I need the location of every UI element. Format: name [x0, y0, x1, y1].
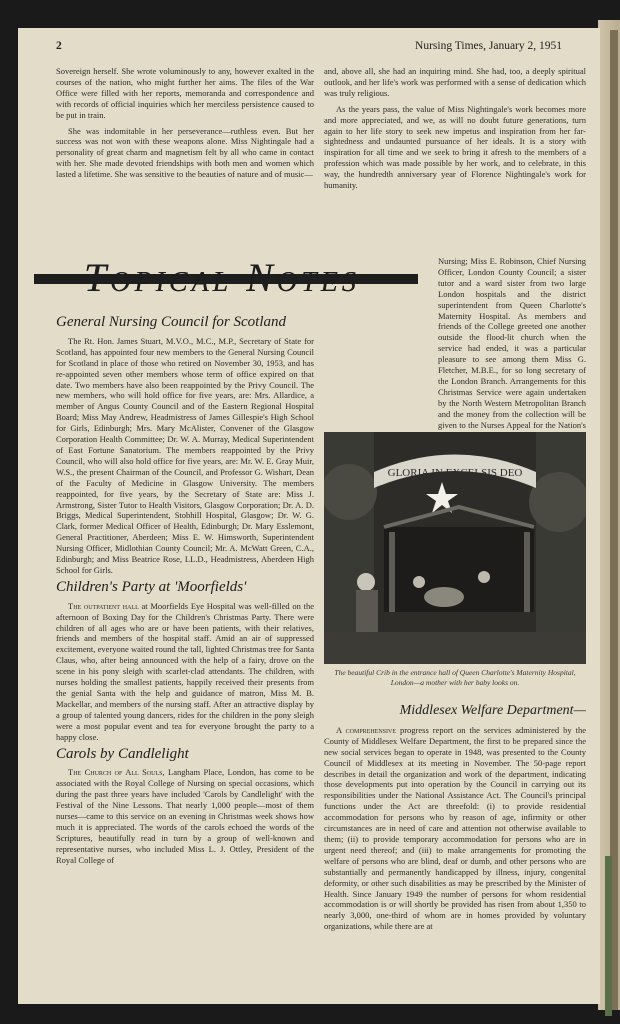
intro-right-para-2: As the years pass, the value of Miss Nightingale's work becomes more and more appreciated, and we, as will no doubt future generations, turn again to her life story to seek new impetus and inspiration from her far-sightedness and undaunted pursuance of her ideals. It is a story with inspiration for all time and we seek to bring it afresh to the members of a profession which was made possible by her work, and to celebrate, in this way, the hundredth anniversary year of Florence Nightingale's work for humanity.: [324, 103, 586, 191]
middlesex-lead: A comprehensive: [336, 724, 396, 735]
intro-right-para-1: and, above all, she had an inquiring mind. She had, too, a deeply spiritual outlook, and her life's work was performed with a sense of dedication which was truly religious.: [324, 66, 586, 98]
banner-title: Topical Notes: [84, 255, 360, 300]
topical-notes-banner: [34, 256, 434, 300]
gnc-heading: General Nursing Council for Scotland: [56, 314, 286, 330]
party-lead: The outpatient hall: [68, 600, 139, 611]
party-text: [56, 601, 314, 743]
middlesex-body: progress report on the services administered by the County of Middlesex Welfare Department, the first to be prepared since the new social services began to operate in 1948, was presented to the County Council of Middlesex at its meeting in November. The 50-page report describes in detail the organization and work of the department, indicating those developments put into operation by the Council in carrying out its responsibilities under the National Assistance Act. The Council's principal functions under the Act are threefold: (i) to provide residential accommodation for persons who by reason of age, infirmity or other circumstances are in need of care and attention not otherwise available to them; (ii) to provide temporary accommodation for persons who are in urgent need thereof; and (iii) to make arrangements for promoting the welfare of persons who are blind, deaf or dumb, and other persons who are substantially and permanently handicapped by illness, injury, congenital deformity, or other such disabilities as may be prescribed by the Minister of Health. Since January 1949 the number of persons for whom residential accommodation is or will shortly be provided has risen from about 1,350 to nearly 3,000, one-third of whom are in homes provided by voluntary organizations, while there are at: [324, 724, 586, 932]
carols-continued: Nursing; Miss E. Robinson, Chief Nursing Officer, London County Council; a sister tutor and a ward sister from two large London hospitals and the district superintendent from Queen Charlotte's Maternity Hospital. As members and friends of the College greeted one another outside the flood-lit church when the service had ended, it was a particular pleasure to see among them Miss G. Fletcher, M.B.E., for so long secretary of the London Branch. Arrangements for this Christmas Service were again undertaken by the North Western Metropolitan Branch and the money from the collection will be given to the Nurses Appeal for the Nation's: [438, 256, 586, 430]
running-header: [56, 40, 562, 58]
middlesex-text: [324, 725, 586, 932]
photo-caption: The beautiful Crib in the entrance hall of Queen Charlotte's Maternity Hospital, London—a mother with her baby looks on.: [334, 668, 576, 687]
left-main-column: [56, 311, 314, 871]
intro-right-column: [324, 66, 586, 196]
carols-body: , Langham Place, London, has come to be associated with the Royal College of Nursing on special occasions, which during the past three years have included 'Carols by Candlelight' with the Festival of the Nine Lessons. That nearly 1,000 people—most of them nurses—came to this service on an evening in Christmas week shows how much it is appreciated. The words of the carols echoed the words of the Scriptures, beautifully read in turn by a group of well-known and representative nurses, who included Miss L. J. Ottley, President of the Royal College of: [56, 767, 314, 865]
carols-heading: Carols by Candlelight: [56, 745, 189, 762]
gnc-text: The Rt. Hon. James Stuart, M.V.O., M.C., M.P., Secretary of State for Scotland, has appointed four new members to the General Nursing Council for Scotland in place of those who retired on November 30, 1953, and has re-appointed seven other members whose term of office expired on that date. Two members have also been reappointed by the Privy Council. The new members, who will hold office for five years, are: Mrs. Allardice, a member of Angus County Council and of the Eastern Regional Hospital Board; Miss May Andrew, Headmistress of James Gillespie's High School for Girls, Edinburgh; Mrs. Mary McAlister, Convener of the Glasgow Corporation Health Committee; Dr. W. A. Murray, Medical Superintendent of East Fortune Sanatorium. The members reappointed by the Privy Council, who will also hold office for five years, are: Mr. W. E. Gray Muir, W.S., the present Chairman of the Council, and Professor G. Wishart, Dean of the Faculty of Medicine in Glasgow University. The members reappointed, for five years, by the Secretary of State are: Miss J. Armstrong, Sister Tutor to Health Visitors, Glasgow Corporation; Dr. A. D. Briggs, Medical Superintendent, Stobhill Hospital, Glasgow; Dr. W. G. Clark, former Medical Officer of Health, Edinburgh; Dr. Mary Esslemont, General Practitioner, Aberdeen; Miss E. W. Himsworth, Superintendent Nursing Officer, Midlothian County Council; Mr. A. McWatt Green, C.A., Edinburgh; and Miss Beatrice Rose, LL.D., Headmistress, Aberdeen High School for Girls.: [56, 335, 314, 575]
publication-line: Nursing Times, January 2, 1951: [415, 40, 562, 52]
carols-lead: The Church of All Souls: [68, 767, 163, 778]
carols-text: [56, 767, 314, 865]
journal-page: [18, 28, 600, 1004]
intro-left-para-1: Sovereign herself. She wrote voluminously to any, however exalted in the courses of the nation, who might further her aims. The files of the War Office were filled with her reports, memoranda and correspondence and with records of official inquiries which her merciless persistence caused to be put in train.: [56, 66, 314, 120]
middlesex-column: [324, 700, 586, 937]
intro-left-para-2: She was indomitable in her perseverance—ruthless even. But her success was not won with these weapons alone. Miss Nightingale had a personality of great charm and magnetism felt by all who came in contact with her. She made devoted friendships with both men and women which lasted a lifetime. She was sensitive to the beauties of nature and of music—: [56, 125, 314, 180]
crib-photo-graphic: [324, 432, 586, 664]
page-number: 2: [56, 40, 62, 52]
crib-photo: [324, 432, 586, 664]
middlesex-heading: Middlesex Welfare Department—: [399, 703, 586, 718]
right-top-narrow: [438, 256, 586, 441]
green-tab: [605, 856, 612, 1016]
intro-left-column: [56, 66, 314, 185]
party-body: at Moorfields Eye Hospital was well-filled on the afternoon of Boxing Day for the Children's Christmas Party. There were children of all ages who are or have been patients, with their relatives, friends and members of the hospital staff. Amid an air of suppressed excitement, everyone waited round the tall, lighted Christmas tree for Santa Claus, who, after being announced with the help of a fairy, drove on the scene in his pony sleigh with scarlet-clad attendants. The children, with nurses holding the smallest patients, happily received their presents from the genial Santa with the help and guidance of matron, Miss M. B. Mackellar, and members of the nursing staff. After an attractive display by a group of talented young dancers, rides for the children in the pony sleigh were a most popular event and tea for everyone brought the party to a happy close.: [56, 600, 314, 742]
gloria-sign: GLORIA IN EXCELSIS DEO: [387, 467, 523, 479]
party-heading: Children's Party at 'Moorfields': [56, 578, 247, 595]
